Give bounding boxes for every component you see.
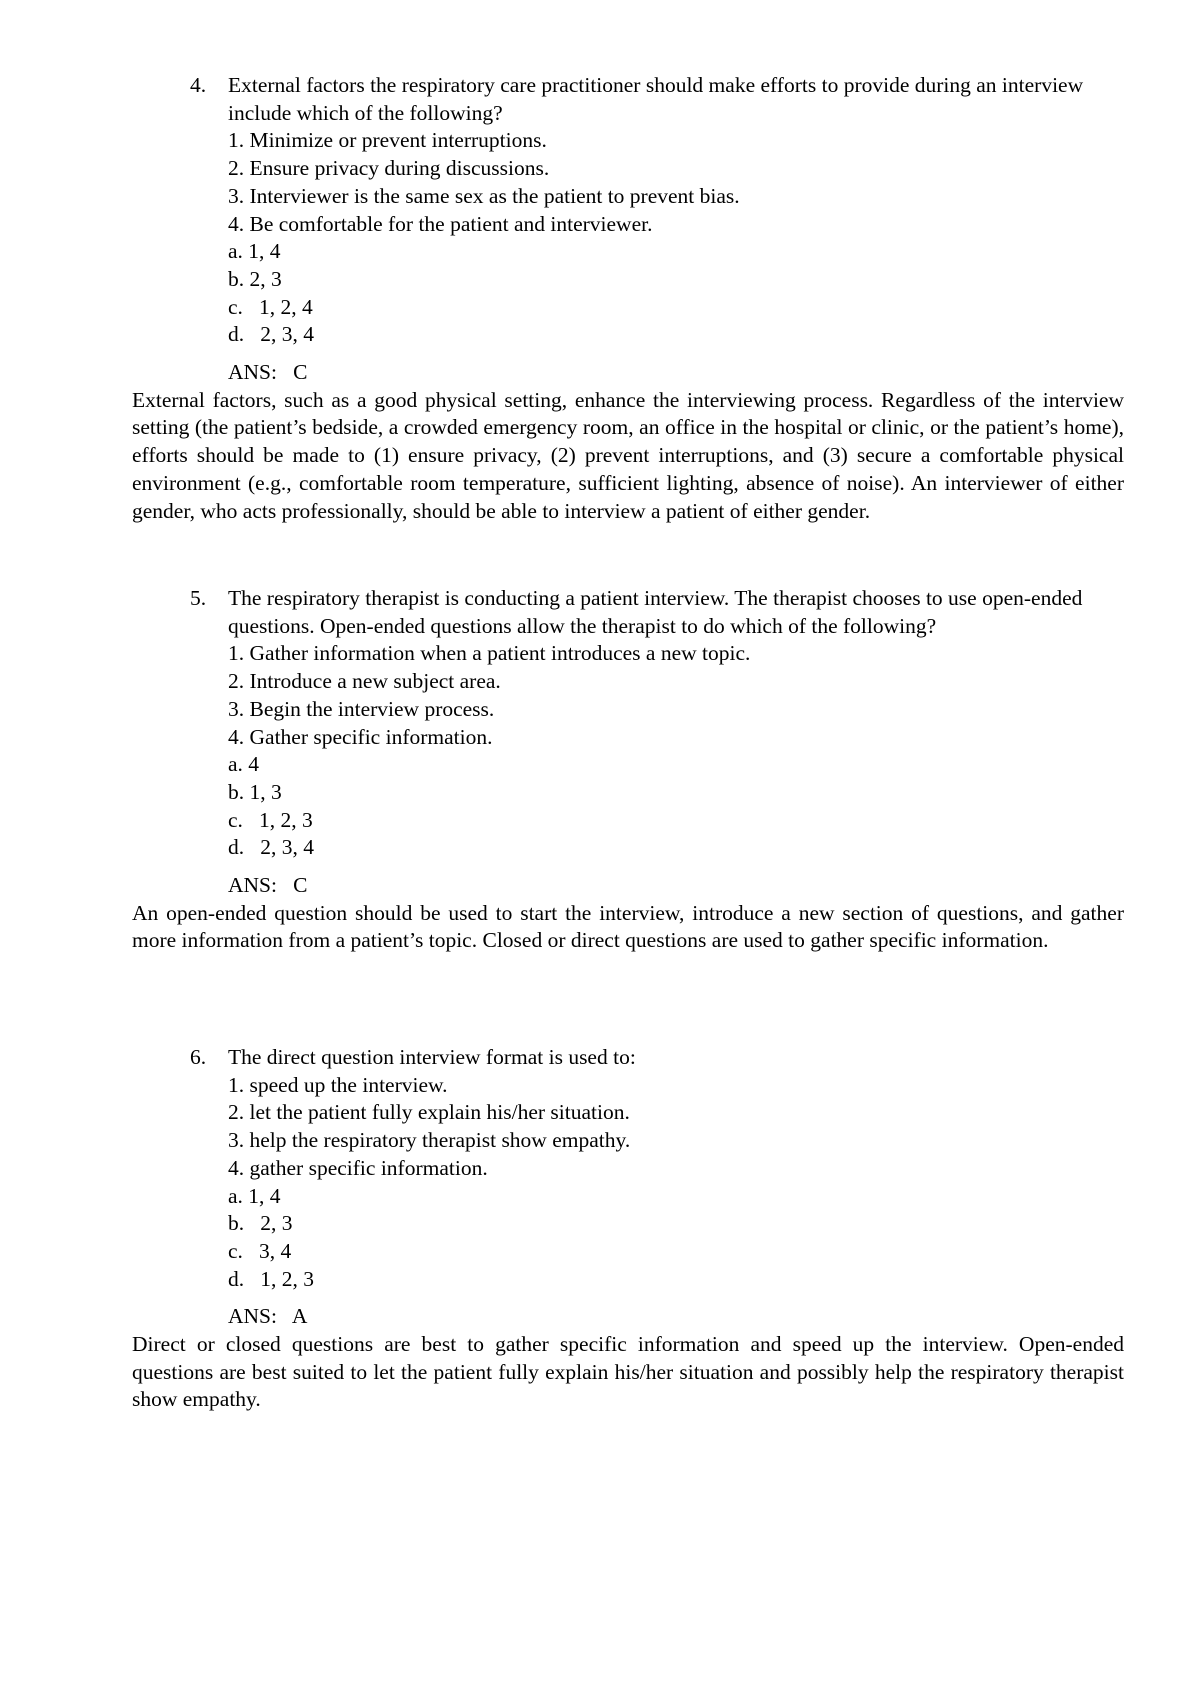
question-6 [0, 1044, 1191, 1414]
answer-choice-c: c. 3, 4 [228, 1238, 292, 1263]
numbered-option: 4. gather specific information. [228, 1155, 488, 1180]
answer-choice-c: c. 1, 2, 4 [228, 294, 313, 319]
answer-choice-b: b. 2, 3 [228, 266, 282, 291]
answer-explanation: External factors, such as a good physical setting, enhance the interviewing process. Regardless of the interview setting (the patient’s bedside, a crowded emergency room, an office in the hospital or clinic, or the patient’s home), efforts should be made to (1) ensure privacy, (2) prevent interruptions, and (3) secure a comfortable physical environment (e.g., comfortable room temperature, sufficient lighting, absence of noise). An interviewer of either gender, who acts professionally, should be able to interview a patient of either gender. [132, 387, 1124, 523]
answer-choice-c: c. 1, 2, 3 [228, 807, 313, 832]
answer-choice-a: a. 1, 4 [228, 1183, 281, 1208]
answer-explanation: Direct or closed questions are best to gather specific information and speed up the interview. Open-ended questions are best suited to let the patient fully explain his/her situation and possibly help the respiratory therapist show empathy. [132, 1332, 1124, 1412]
numbered-option: 4. Be comfortable for the patient and interviewer. [228, 211, 653, 236]
question-number: 5. [190, 586, 207, 610]
answer-choice-d: d. 2, 3, 4 [228, 835, 314, 860]
question-header [0, 72, 1123, 127]
numbered-option: 3. Interviewer is the same sex as the patient to prevent bias. [228, 183, 740, 208]
answer-choice-b: b. 2, 3 [228, 1211, 293, 1236]
question-header [0, 1044, 1123, 1072]
numbered-option: 4. Gather specific information. [228, 724, 493, 749]
answer-choice-d: d. 2, 3, 4 [228, 322, 314, 347]
numbered-option: 1. Gather information when a patient introduces a new topic. [228, 641, 751, 666]
numbered-option: 1. speed up the interview. [228, 1072, 448, 1097]
answer-choice-b: b. 1, 3 [228, 779, 282, 804]
numbered-option: 3. Begin the interview process. [228, 696, 495, 721]
numbered-option: 2. Introduce a new subject area. [228, 669, 501, 694]
numbered-option: 3. help the respiratory therapist show empathy. [228, 1128, 631, 1153]
question-header [0, 585, 1123, 640]
answer-key: ANS: C [228, 873, 308, 898]
question-stem: The direct question interview format is used to: [228, 1045, 636, 1069]
question-number: 6. [190, 1045, 207, 1069]
question-number: 4. [190, 73, 207, 97]
numbered-option: 2. let the patient fully explain his/her situation. [228, 1100, 630, 1125]
answer-choice-a: a. 1, 4 [228, 239, 281, 264]
numbered-option: 2. Ensure privacy during discussions. [228, 156, 550, 181]
question-stem: External factors the respiratory care practitioner should make efforts to provide during an interview include which of the following? [228, 73, 1084, 125]
question-stem: The respiratory therapist is conducting a patient interview. The therapist chooses to use open-ended questions. Open-ended questions allow the therapist to do which of the following? [228, 586, 1083, 638]
answer-key: ANS: A [228, 1304, 308, 1329]
answer-key: ANS: C [228, 360, 308, 385]
answer-choice-d: d. 1, 2, 3 [228, 1266, 314, 1291]
answer-choice-a: a. 4 [228, 752, 260, 777]
answer-explanation: An open-ended question should be used to start the interview, introduce a new section of questions, and gather more information from a patient’s topic. Closed or direct questions are used to gather specific information. [132, 900, 1124, 953]
numbered-option: 1. Minimize or prevent interruptions. [228, 128, 547, 153]
question-5 [0, 585, 1191, 955]
question-4 [0, 72, 1191, 525]
